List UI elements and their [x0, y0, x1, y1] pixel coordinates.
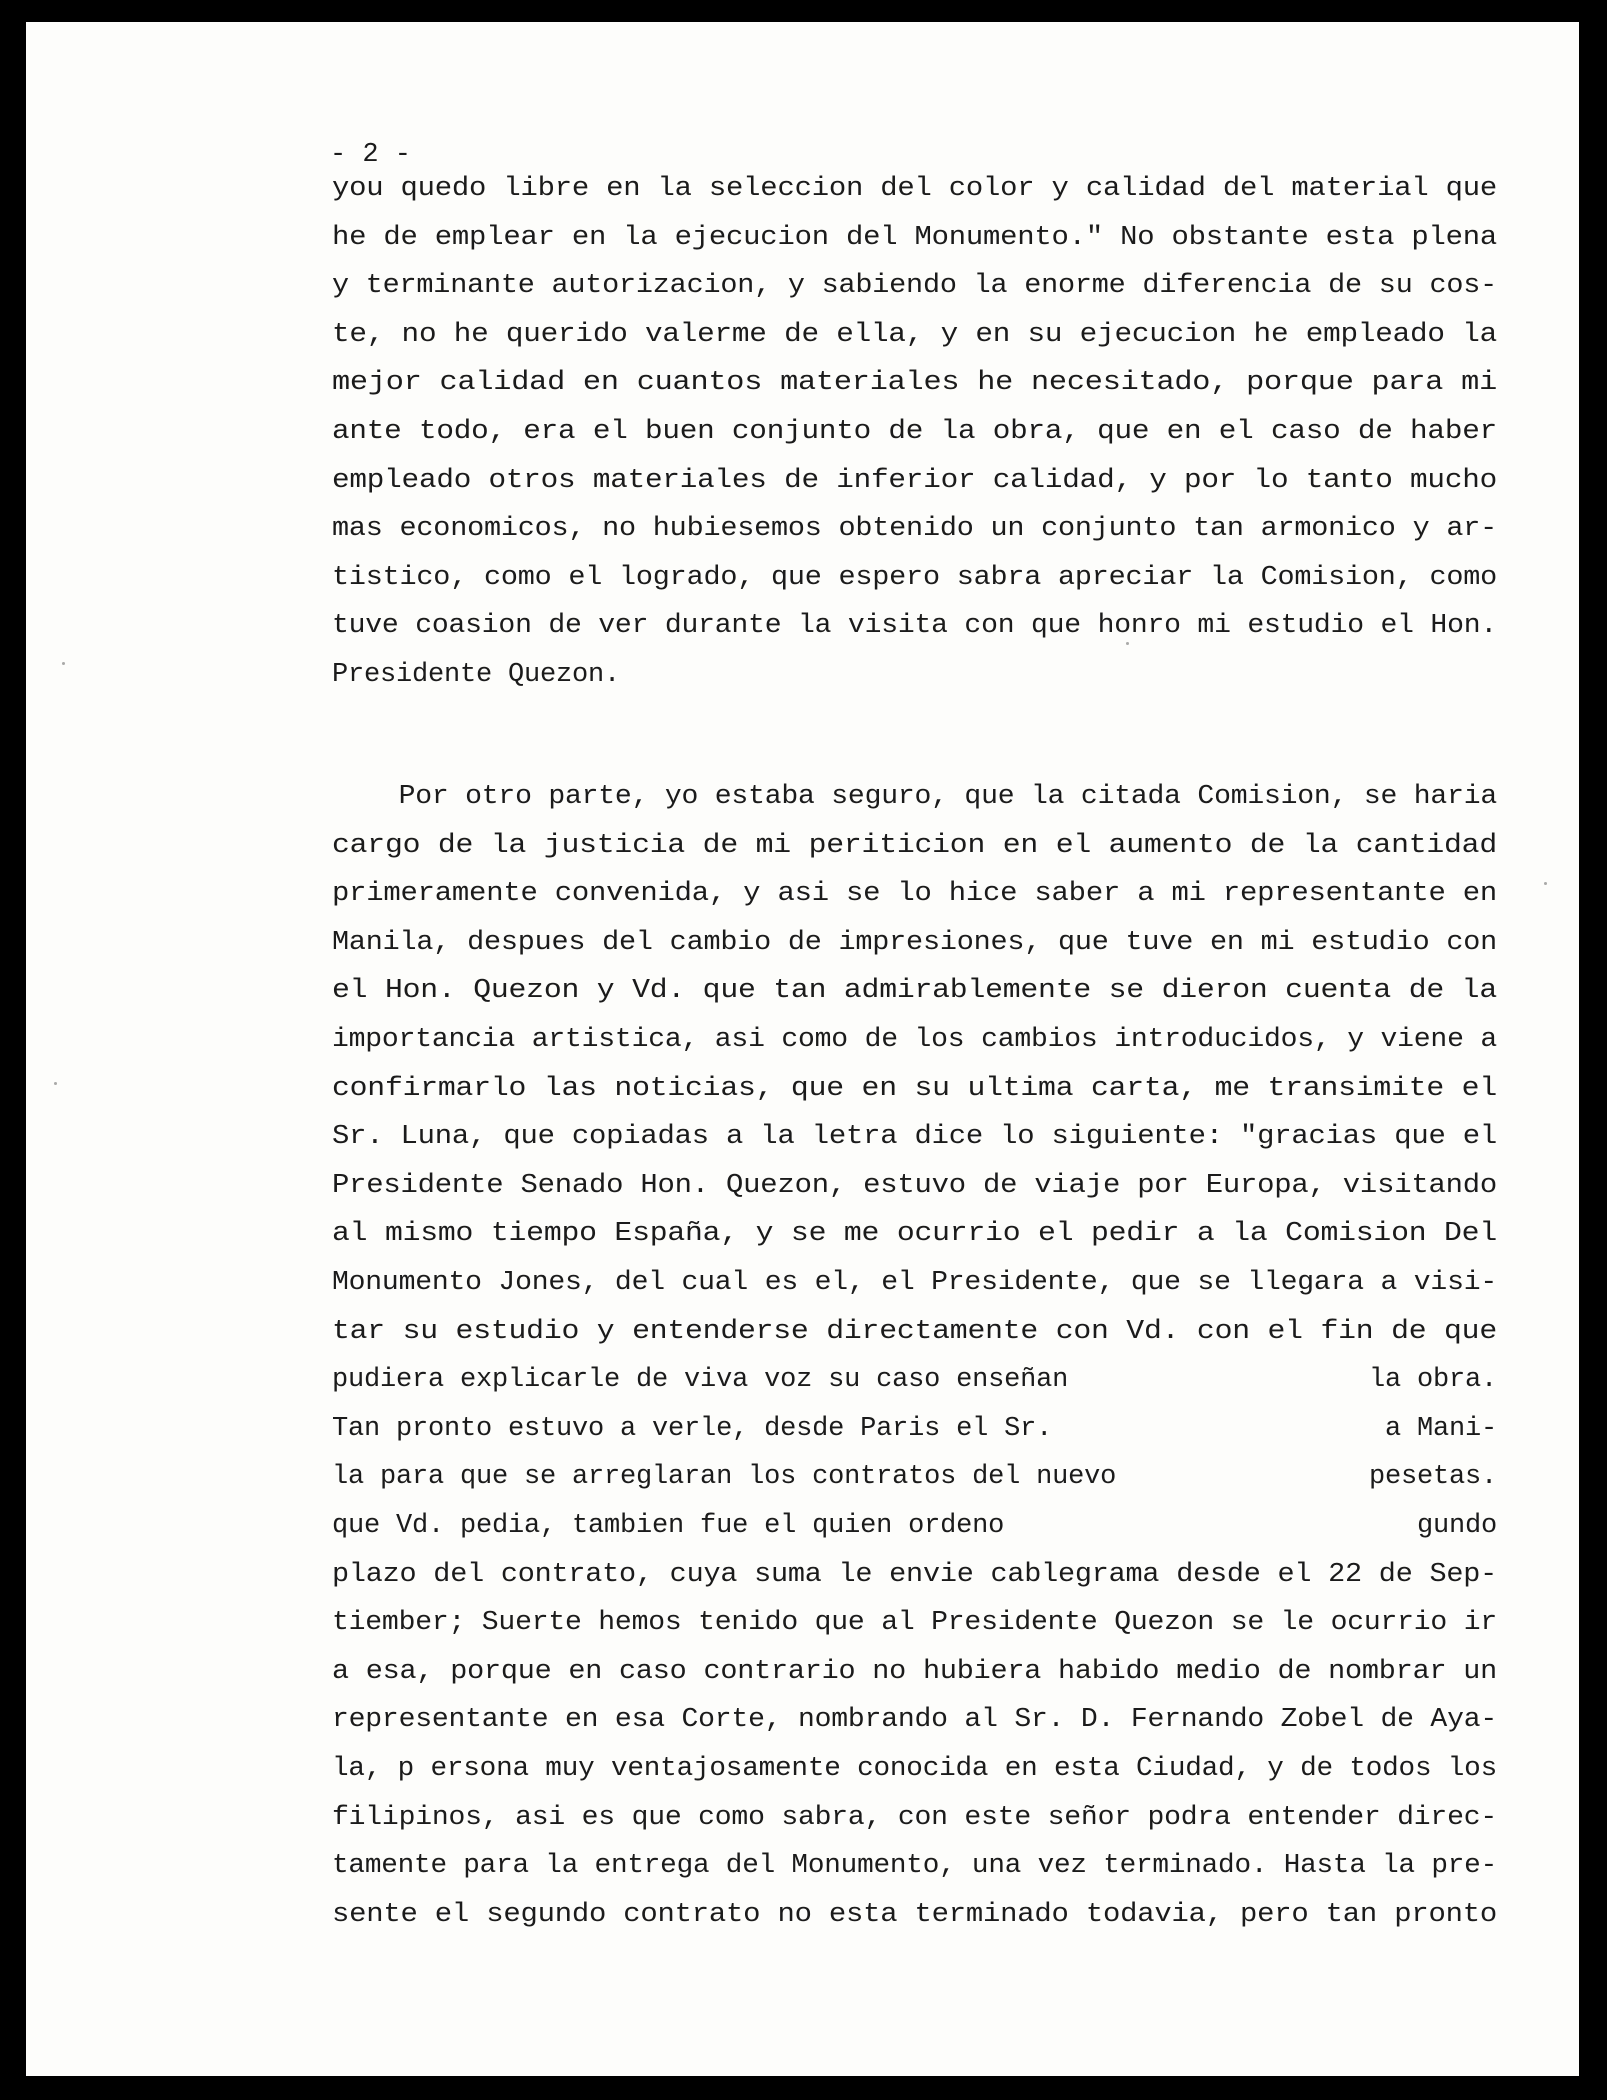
- paper-speck: [1544, 882, 1547, 885]
- split-text-line: [332, 1414, 1497, 1448]
- split-text-line: [332, 1511, 1497, 1545]
- text-line: empleado otros materiales de inferior calidad, y por lo tanto mucho: [332, 465, 1497, 496]
- line-fragment-right: pesetas.: [1368, 1462, 1497, 1493]
- text-line: representante en esa Corte, nombrando al Sr. D. Fernando Zobel de Aya-: [332, 1705, 1497, 1736]
- line-fragment-left: que Vd. pedia, tambien fue el quien ordeno: [332, 1511, 1005, 1541]
- text-line: sente el segundo contrato no esta terminado todavia, pero tan pronto: [332, 1899, 1497, 1930]
- text-line: primeramente convenida, y asi se lo hice saber a mi representante en: [332, 879, 1497, 910]
- text-line: tuve coasion de ver durante la visita con que honro mi estudio el Hon.: [332, 611, 1497, 642]
- text-line: el Hon. Quezon y Vd. que tan admirablemente se dieron cuenta de la: [332, 976, 1497, 1007]
- paper-speck: [54, 1082, 57, 1085]
- text-line: tar su estudio y entenderse directamente con Vd. con el fin de que: [332, 1316, 1497, 1347]
- text-line: tiember; Suerte hemos tenido que al Presidente Quezon se le ocurrio ir: [332, 1608, 1497, 1639]
- page-number: - 2 -: [330, 140, 412, 170]
- line-fragment-right: a Mani-: [1384, 1413, 1497, 1444]
- text-line: tistico, como el logrado, que espero sabra apreciar la Comision, como: [332, 562, 1497, 593]
- text-line: Sr. Luna, que copiadas a la letra dice lo siguiente: "gracias que el: [332, 1122, 1497, 1153]
- line-fragment-left: la para que se arreglaran los contratos del nuevo: [332, 1462, 1117, 1493]
- text-line: filipinos, asi es que como sabra, con este señor podra entender direc-: [332, 1802, 1497, 1833]
- text-line: cargo de la justicia de mi periticion en el aumento de la cantidad: [332, 830, 1497, 861]
- text-line: al mismo tiempo España, y se me ocurrio el pedir a la Comision Del: [332, 1219, 1497, 1250]
- text-line: Presidente Senado Hon. Quezon, estuvo de viaje por Europa, visitando: [332, 1170, 1497, 1201]
- paper-speck: [1126, 642, 1129, 645]
- text-line: te, no he querido valerme de ella, y en su ejecucion he empleado la: [332, 319, 1497, 350]
- paper-speck: [62, 662, 65, 665]
- line-fragment-left: pudiera explicarle de viva voz su caso enseñan: [332, 1365, 1069, 1396]
- text-line: Por otro parte, yo estaba seguro, que la citada Comision, se haria: [332, 782, 1497, 812]
- text-line: mejor calidad en cuantos materiales he necesitado, porque para mi: [332, 368, 1497, 399]
- text-line: you quedo libre en la seleccion del color y calidad del material que: [332, 174, 1497, 204]
- split-text-line: [332, 1365, 1497, 1399]
- text-line: confirmarlo las noticias, que en su ultima carta, me transimite el: [332, 1073, 1497, 1104]
- text-line: y terminante autorizacion, y sabiendo la enorme diferencia de su cos-: [332, 271, 1497, 302]
- text-line: tamente para la entrega del Monumento, una vez terminado. Hasta la pre-: [332, 1851, 1497, 1882]
- split-text-line: [332, 1462, 1497, 1496]
- line-fragment-right: la obra.: [1368, 1365, 1497, 1396]
- text-line: plazo del contrato, cuya suma le envie cablegrama desde el 22 de Sep-: [332, 1559, 1497, 1590]
- text-line: importancia artistica, asi como de los cambios introducidos, y viene a: [332, 1025, 1497, 1055]
- text-line: mas economicos, no hubiesemos obtenido un conjunto tan armonico y ar-: [332, 514, 1497, 545]
- text-line: he de emplear en la ejecucion del Monumento." No obstante esta plena: [332, 222, 1497, 253]
- text-line: ante todo, era el buen conjunto de la obra, que en el caso de haber: [332, 417, 1497, 447]
- line-fragment-left: Tan pronto estuvo a verle, desde Paris el Sr.: [332, 1413, 1053, 1444]
- document-page: [26, 22, 1579, 2076]
- text-line: a esa, porque en caso contrario no hubiera habido medio de nombrar un: [332, 1656, 1497, 1687]
- text-line: Monumento Jones, del cual es el, el Presidente, que se llegara a visi-: [332, 1268, 1497, 1298]
- text-line: la, p ersona muy ventajosamente conocida en esta Ciudad, y de todos los: [332, 1754, 1497, 1784]
- text-line: Manila, despues del cambio de impresiones, que tuve en mi estudio con: [332, 927, 1497, 958]
- line-fragment-right: gundo: [1416, 1511, 1497, 1541]
- text-line: Presidente Quezon.: [332, 660, 621, 690]
